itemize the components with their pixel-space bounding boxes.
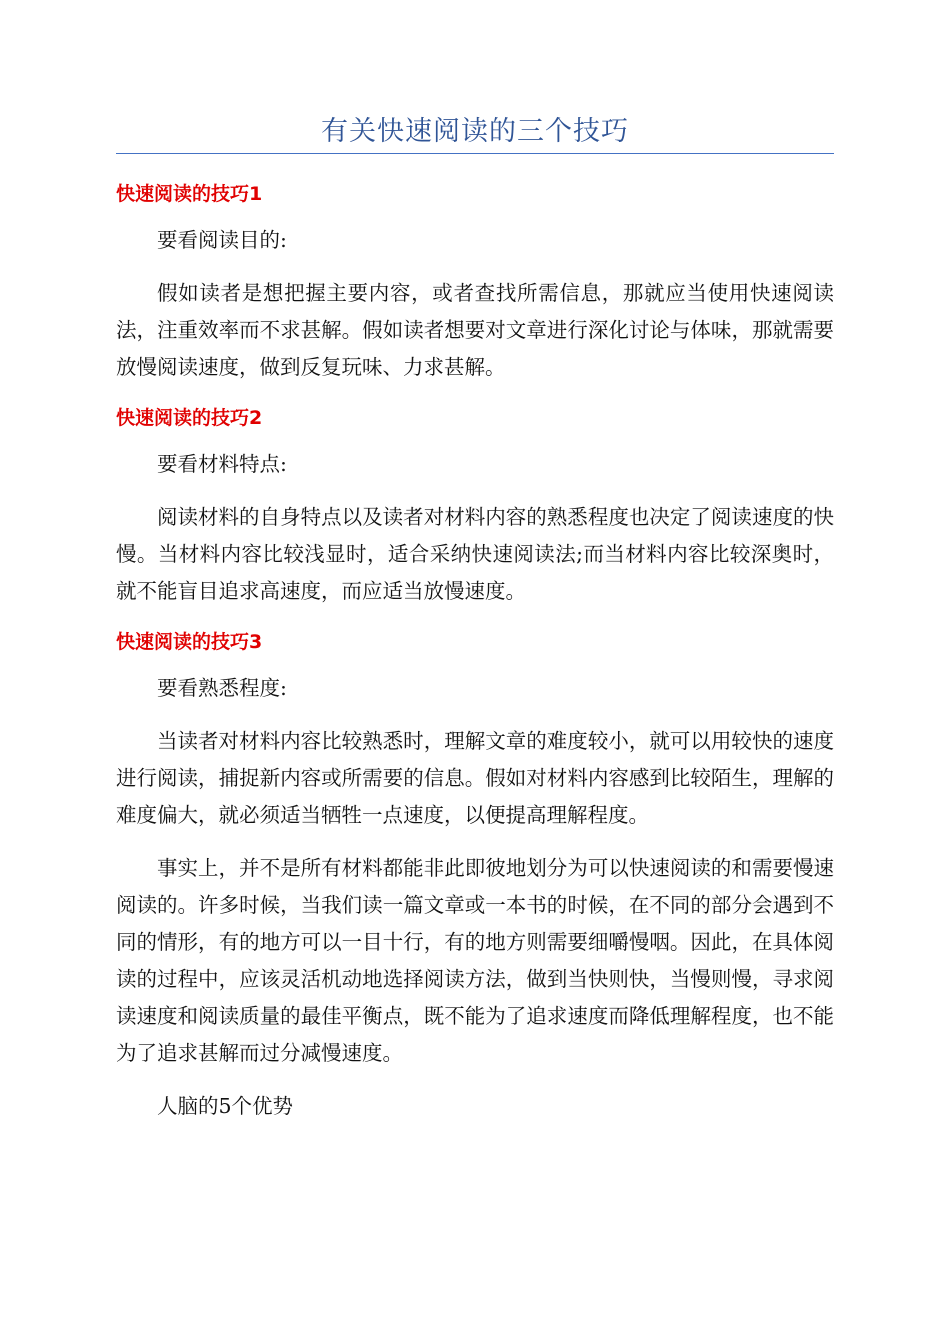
section-heading-1: 快速阅读的技巧1: [116, 183, 263, 205]
title-underline: [116, 153, 834, 154]
section-subtitle-1: 要看阅读目的:: [157, 228, 287, 252]
last-line: 人脑的5个优势: [157, 1094, 294, 1118]
document-title: 有关快速阅读的三个技巧: [321, 116, 629, 147]
section-paragraph-3: 当读者对材料内容比较熟悉时，理解文章的难度较小，就可以用较快的速度进行阅读，捕捉新内容或所需要的信息。假如对材料内容感到比较陌生，理解的难度偏大，就必须适当牺牲一点速度，以便提高理解程度。: [116, 729, 834, 827]
closing-paragraph: 事实上，并不是所有材料都能非此即彼地划分为可以快速阅读的和需要慢速阅读的。许多时候，当我们读一篇文章或一本书的时候，在不同的部分会遇到不同的情形，有的地方可以一目十行，有的地方则需要细嚼慢咽。因此，在具体阅读的过程中，应该灵活机动地选择阅读方法，做到当快则快，当慢则慢，寻求阅读速度和阅读质量的最佳平衡点，既不能为了追求速度而降低理解程度，也不能为了追求甚解而过分减慢速度。: [116, 856, 834, 1065]
section-heading-2: 快速阅读的技巧2: [116, 407, 263, 429]
section-heading-3: 快速阅读的技巧3: [116, 631, 263, 653]
section-subtitle-2: 要看材料特点:: [157, 452, 287, 476]
section-paragraph-1: 假如读者是想把握主要内容，或者查找所需信息，那就应当使用快速阅读法，注重效率而不求甚解。假如读者想要对文章进行深化讨论与体味，那就需要放慢阅读速度，做到反复玩味、力求甚解。: [116, 281, 834, 379]
section-subtitle-3: 要看熟悉程度:: [157, 676, 287, 700]
document-body: [116, 176, 834, 1125]
section-paragraph-2: 阅读材料的自身特点以及读者对材料内容的熟悉程度也决定了阅读速度的快慢。当材料内容比较浅显时，适合采纳快速阅读法;而当材料内容比较深奥时，就不能盲目追求高速度，而应适当放慢速度。: [116, 505, 834, 603]
